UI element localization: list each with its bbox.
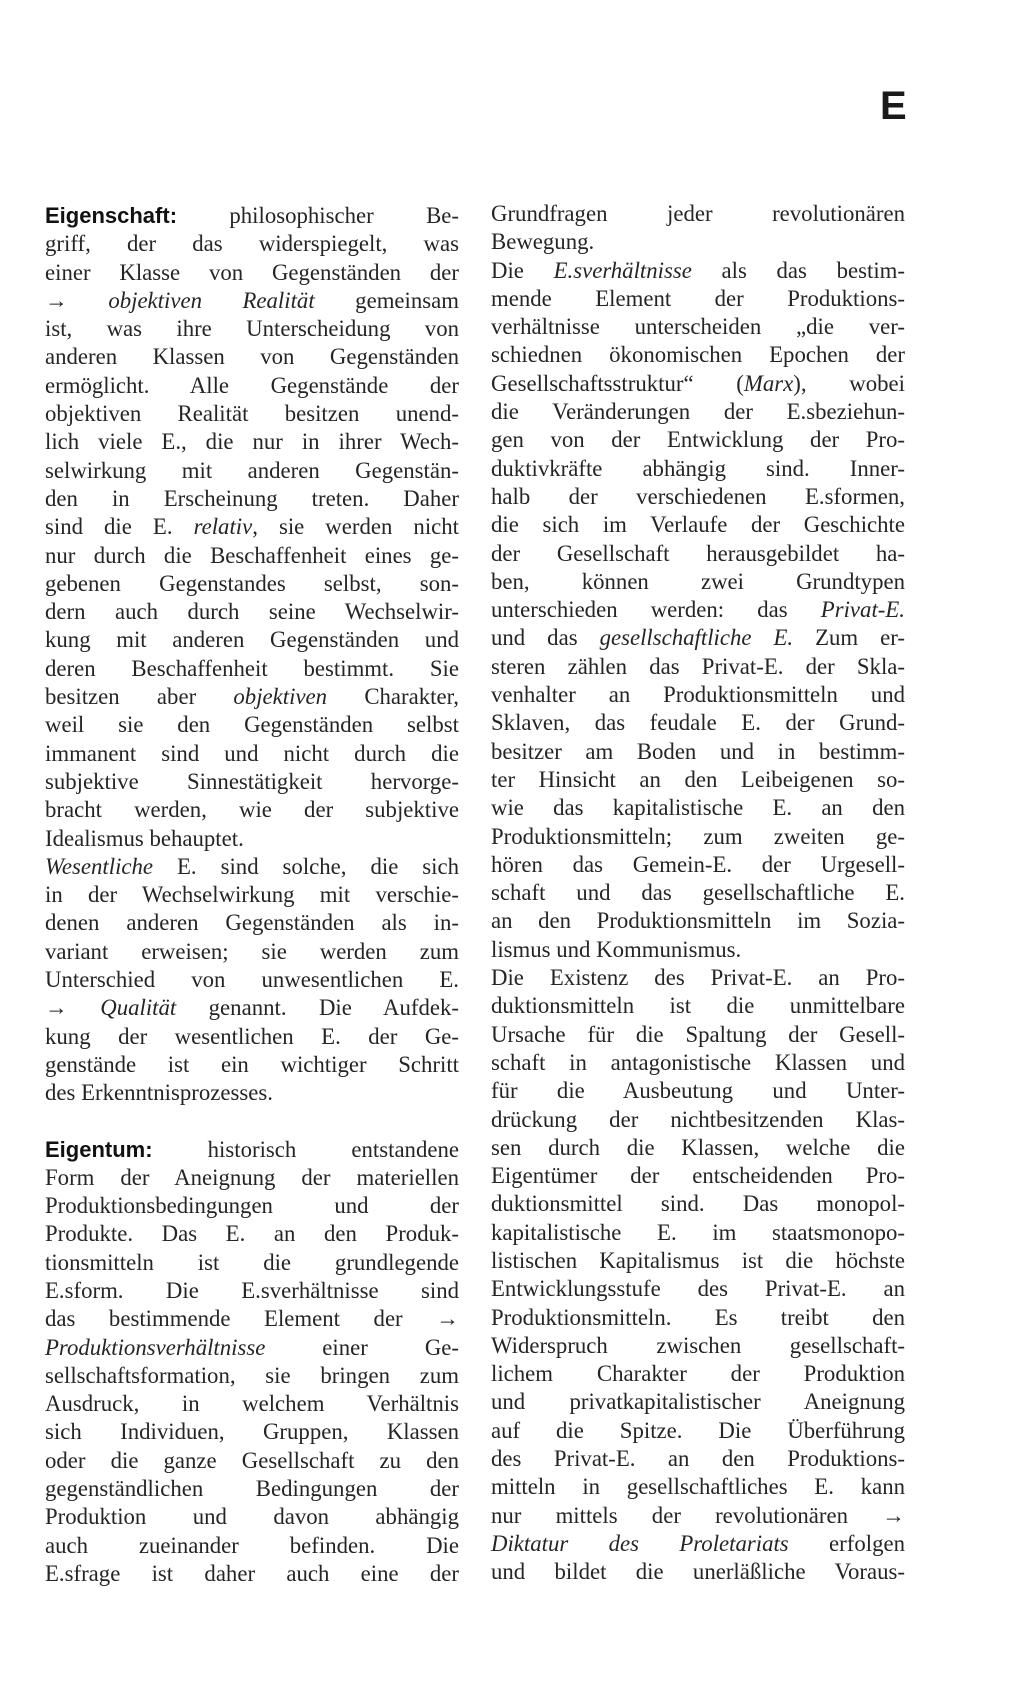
text-line: bracht werden, wie der subjektive [45, 797, 459, 823]
text-line: deren Beschaffenheit bestimmt. Sie [45, 655, 459, 681]
text-line: Produkte. Das E. an den Produk- [45, 1221, 459, 1247]
text-line: dern auch durch seine Wechselwir- [45, 599, 459, 625]
text-line: Ursache für die Spaltung der Gesell- [491, 1021, 905, 1047]
text-line: lismus und Kommunismus. [491, 936, 742, 962]
text-line: duktionsmitteln ist die unmittelbare [491, 993, 905, 1019]
text-line: drückung der nichtbesitzenden Klas- [491, 1106, 905, 1132]
text-line: kung der wesentlichen E. der Ge- [45, 1023, 459, 1049]
text-line: tionsmitteln ist die grundlegende [45, 1249, 459, 1275]
text-line: sellschaftsformation, sie bringen zum [45, 1362, 459, 1388]
text-line: und das gesellschaftliche E. Zum er- [491, 625, 905, 651]
right-column [491, 200, 905, 1587]
text-line: unterschieden werden: das Privat-E. [491, 597, 905, 623]
text-line: Eigentümer der entscheidenden Pro- [491, 1163, 905, 1189]
text-line: immanent sind und nicht durch die [45, 740, 459, 766]
text-line: halb der verschiedenen E.sformen, [491, 483, 905, 509]
text-line: das bestimmende Element der → [45, 1306, 459, 1332]
text-line: mitteln in gesellschaftliches E. kann [491, 1474, 905, 1500]
text-line: Unterschied von unwesentlichen E. [45, 967, 459, 993]
text-line: gegenständlichen Bedingungen der [45, 1476, 459, 1502]
text-line: variant erweisen; sie werden zum [45, 938, 459, 964]
text-line: lich viele E., die nur in ihrer Wech- [45, 429, 459, 455]
text-line: in der Wechselwirkung mit verschie- [45, 882, 459, 908]
text-line: Produktionsbedingungen und der [45, 1193, 459, 1219]
text-line: ben, können zwei Grundtypen [491, 568, 905, 594]
text-line: venhalter an Produktionsmitteln und [491, 682, 905, 708]
text-line: Gesellschaftsstruktur“ (Marx), wobei [491, 370, 905, 396]
text-line: kapitalistische E. im staatsmonopo- [491, 1219, 905, 1245]
text-line: oder die ganze Gesellschaft zu den [45, 1447, 459, 1473]
text-line: Widerspruch zwischen gesellschaft- [491, 1332, 905, 1358]
text-line: und bildet die unerläßliche Voraus- [491, 1559, 905, 1585]
text-line: denen anderen Gegenständen als in- [45, 910, 459, 936]
text-line: E.sform. Die E.sverhältnisse sind [45, 1277, 459, 1303]
text-line: des Privat-E. an den Produktions- [491, 1446, 905, 1472]
text-line: steren zählen das Privat-E. der Skla- [491, 653, 905, 679]
left-column [45, 202, 459, 1588]
text-line: gen von der Entwicklung der Pro- [491, 427, 905, 453]
text-line: auf die Spitze. Die Überführung [491, 1417, 905, 1443]
text-line: die sich im Verlaufe der Geschichte [491, 512, 905, 538]
text-line: Bewegung. [491, 229, 595, 255]
text-line: wie das kapitalistische E. an den [491, 795, 905, 821]
text-line: duktionsmittel sind. Das monopol- [491, 1191, 905, 1217]
text-line: Idealismus behauptet. [45, 825, 244, 851]
text-line: Produktion und davon abhängig [45, 1504, 459, 1530]
text-line: Diktatur des Proletariats erfolgen [491, 1530, 905, 1556]
text-line: Ausdruck, in welchem Verhältnis [45, 1391, 459, 1417]
text-line: gebenen Gegenstandes selbst, son- [45, 570, 459, 596]
text-line: listischen Kapitalismus ist die höchste [491, 1247, 905, 1273]
text-line: besitzer am Boden und in bestimm- [491, 738, 905, 764]
text-line: philosophischer Be- [229, 203, 459, 228]
text-line: Die E.sverhältnisse als das bestim- [491, 257, 905, 283]
entry-headword: Eigentum: [45, 1136, 153, 1162]
text-line: verhältnisse unterscheiden „die ver- [491, 314, 905, 340]
text-line: → objektiven Realität gemeinsam [45, 287, 459, 313]
text-line: nur mittels der revolutionären → [491, 1502, 905, 1528]
text-line: für die Ausbeutung und Unter- [491, 1078, 905, 1104]
text-line: schaft in antagonistische Klassen und [491, 1049, 905, 1075]
text-line: Produktionsverhältnisse einer Ge- [45, 1334, 459, 1360]
text-line: ermöglicht. Alle Gegenstände der [45, 372, 459, 398]
text-line: sich Individuen, Gruppen, Klassen [45, 1419, 459, 1445]
text-line: kung mit anderen Gegenständen und [45, 627, 459, 653]
text-line: Form der Aneignung der materiellen [45, 1164, 459, 1190]
entry-first-line [45, 1136, 459, 1164]
text-line: Entwicklungsstufe des Privat-E. an [491, 1276, 905, 1302]
text-line: → Qualität genannt. Die Aufdek- [45, 995, 459, 1021]
text-line: sen durch die Klassen, welche die [491, 1134, 905, 1160]
text-line: die Veränderungen der E.sbeziehun- [491, 399, 905, 425]
text-line: besitzen aber objektiven Charakter, [45, 684, 459, 710]
text-line: griff, der das widerspiegelt, was [45, 231, 459, 257]
text-line: und privatkapitalistischer Aneignung [491, 1389, 905, 1415]
text-line: lichem Charakter der Produktion [491, 1361, 905, 1387]
text-line: an den Produktionsmitteln im Sozia- [491, 908, 905, 934]
text-line: sind die E. relativ, sie werden nicht [45, 514, 460, 540]
text-line: anderen Klassen von Gegenständen [45, 344, 459, 370]
text-line: des Erkenntnisprozesses. [45, 1080, 273, 1106]
text-line: ter Hinsicht an den Leibeigenen so- [491, 766, 905, 792]
text-line: Wesentliche E. sind solche, die sich [45, 853, 459, 879]
text-line: Produktionsmitteln. Es treibt den [491, 1304, 905, 1330]
entry-headword: Eigenschaft: [45, 203, 178, 228]
entry-first-line [45, 202, 459, 230]
text-line: historisch entstandene [207, 1136, 459, 1162]
text-line: Produktionsmitteln; zum zweiten ge- [491, 823, 905, 849]
text-line: mende Element der Produktions- [491, 285, 905, 311]
text-line: nur durch die Beschaffenheit eines ge- [45, 542, 459, 568]
text-line: Grundfragen jeder revolutionären [491, 201, 905, 226]
text-line: schiednen ökonomischen Epochen der [491, 342, 905, 368]
text-line: hören das Gemein-E. der Urgesell- [491, 851, 905, 877]
text-line: einer Klasse von Gegenständen der [45, 259, 459, 285]
text-line: Die Existenz des Privat-E. an Pro- [491, 965, 905, 991]
text-line: den in Erscheinung treten. Daher [45, 485, 459, 511]
text-line: selwirkung mit anderen Gegenstän- [45, 457, 459, 483]
text-line: schaft und das gesellschaftliche E. [491, 880, 905, 906]
text-line: der Gesellschaft herausgebildet ha- [491, 540, 905, 566]
text-line: objektiven Realität besitzen unend- [45, 401, 459, 427]
text-line: ist, was ihre Unterscheidung von [45, 316, 459, 342]
text-line: weil sie den Gegenständen selbst [45, 712, 459, 738]
text-line: subjektive Sinnestätigkeit hervorge- [45, 768, 459, 794]
text-line: duktivkräfte abhängig sind. Inner- [491, 455, 905, 481]
text-line: Sklaven, das feudale E. der Grund- [491, 710, 905, 736]
text-line: auch zueinander befinden. Die [45, 1532, 459, 1558]
section-letter: E [880, 84, 907, 128]
text-line: E.sfrage ist daher auch eine der [45, 1560, 459, 1586]
entry-gap [45, 1108, 459, 1136]
text-line: genstände ist ein wichtiger Schritt [45, 1051, 459, 1077]
